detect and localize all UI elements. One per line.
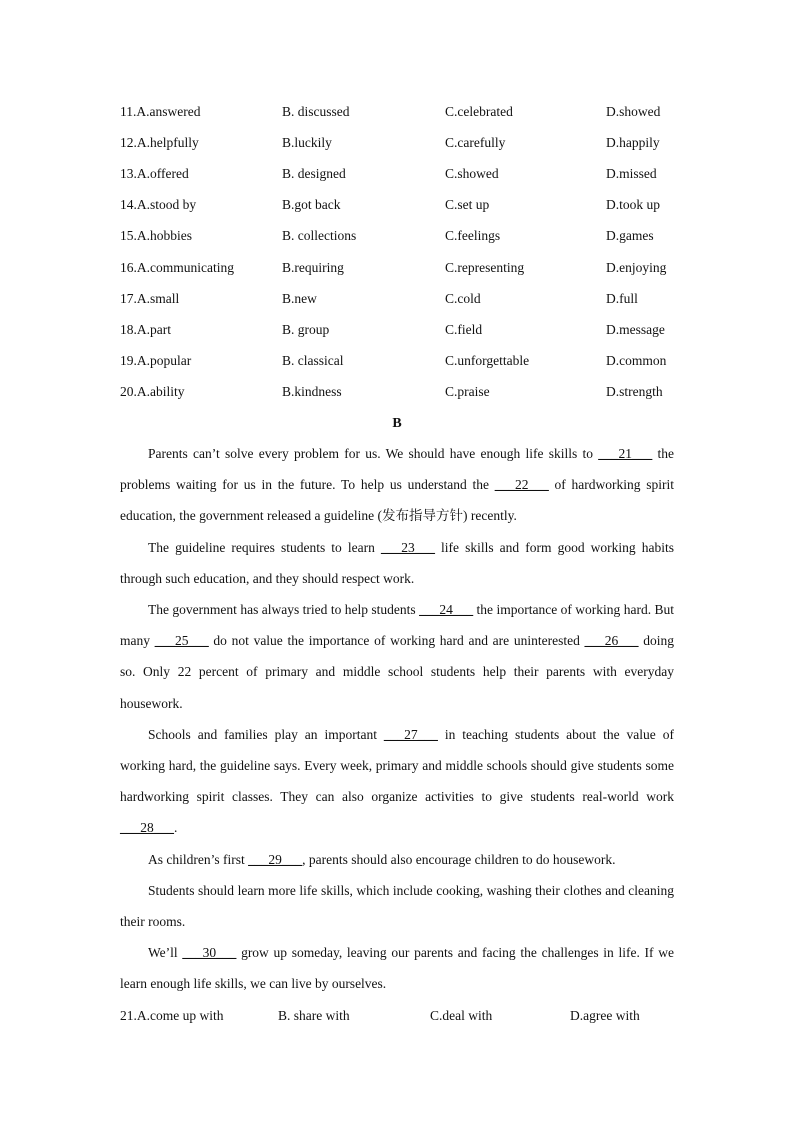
option-d: D.message	[606, 322, 665, 337]
text: the importance of working hard. But many	[120, 602, 674, 649]
question-13-options	[120, 166, 680, 186]
blank-24: ___24___	[419, 602, 474, 618]
question-12-options	[120, 135, 680, 155]
question-14-options	[120, 197, 680, 217]
text: The government has always tried to help students	[148, 602, 420, 618]
text: As children’s first	[148, 851, 249, 867]
question-11-options	[120, 104, 680, 124]
question-17-options	[120, 291, 680, 311]
question-15-options	[120, 228, 680, 248]
question-19-options	[120, 353, 680, 373]
option-c: C.unforgettable	[445, 353, 530, 368]
text: .	[174, 820, 178, 836]
option-b: B. group	[282, 322, 330, 337]
paragraph	[120, 438, 674, 532]
option-a: 21.A.come up with	[120, 1008, 224, 1023]
section-heading: B	[392, 416, 402, 431]
text: do not value the importance of working hard and are uninterested	[208, 633, 585, 649]
text: Students should learn more life skills, which include cooking, washing their clothes and cleaning their rooms.	[120, 882, 674, 930]
paragraph	[120, 532, 674, 594]
option-c: C.set up	[445, 197, 490, 212]
option-b: B. collections	[282, 228, 357, 243]
option-a: 17.A.small	[120, 291, 180, 306]
text: Parents can’t solve every problem for us. We should have enough life skills to	[148, 446, 599, 461]
blank-25: ___25___	[154, 633, 209, 649]
text: The guideline requires students to learn	[148, 539, 381, 555]
option-b: B.new	[282, 291, 317, 306]
option-d: D.showed	[606, 104, 661, 119]
paragraph	[120, 844, 674, 875]
text: We’ll	[148, 945, 183, 961]
option-a: 18.A.part	[120, 322, 171, 337]
text: life skills and form good working habits through such education, and they should respect work.	[120, 539, 674, 586]
paragraph	[120, 875, 674, 937]
option-a: 11.A.answered	[120, 104, 201, 119]
text: doing so. Only 22 percent of primary and middle school students help their parents with everyday housework.	[120, 633, 674, 711]
option-b: B. discussed	[282, 104, 350, 119]
question-18-options	[120, 322, 680, 342]
option-a: 12.A.helpfully	[120, 135, 199, 150]
option-c: C.showed	[445, 166, 499, 181]
blank-23: ___23___	[380, 539, 435, 555]
option-d: D.full	[606, 291, 638, 306]
option-d: D.strength	[606, 384, 663, 399]
blank-27: ___27___	[383, 726, 438, 742]
option-b: B.requiring	[282, 260, 344, 275]
option-a: 13.A.offered	[120, 166, 189, 181]
text: , parents should also encourage children to do housework.	[302, 851, 616, 867]
option-d: D.common	[606, 353, 667, 368]
text: grow up someday, leaving our parents and facing the challenges in life. If we learn enough life skills, we can live by ourselves.	[120, 945, 674, 992]
option-a: 20.A.ability	[120, 384, 185, 399]
blank-28: ___28___	[120, 820, 174, 836]
text: in teaching students about the value of working hard, the guideline says. Every week, primary and middle schools should give students some hardworking spirit classes. They can also organize activities to give students real-world work	[120, 726, 674, 805]
blank-26: ___26___	[584, 633, 639, 649]
blank-30: ___30___	[182, 945, 237, 961]
text: the problems waiting for us in the future. To help us understand the	[120, 446, 674, 493]
option-b: B. designed	[282, 166, 346, 181]
option-b: B. share with	[278, 1008, 350, 1023]
option-c: C.cold	[445, 291, 481, 306]
option-c: C.praise	[445, 384, 490, 399]
option-c: C.feelings	[445, 228, 501, 243]
option-c: C.deal with	[430, 1008, 493, 1023]
reading-passage	[120, 438, 674, 1000]
option-d: D.agree with	[570, 1008, 640, 1023]
question-20-options	[120, 384, 680, 404]
option-a: 14.A.stood by	[120, 197, 197, 212]
option-a: 19.A.popular	[120, 353, 192, 368]
option-b: B. classical	[282, 353, 344, 368]
option-b: B.kindness	[282, 384, 342, 399]
paragraph	[120, 937, 674, 999]
option-a: 15.A.hobbies	[120, 228, 192, 243]
option-d: D.missed	[606, 166, 657, 181]
option-b: B.luckily	[282, 135, 332, 150]
option-d: D.games	[606, 228, 654, 243]
option-a: 16.A.communicating	[120, 260, 234, 275]
option-c: C.field	[445, 322, 483, 337]
blank-29: ___29___	[248, 851, 303, 867]
option-d: D.happily	[606, 135, 660, 150]
paragraph	[120, 719, 674, 844]
blank-22: ___22___	[494, 477, 549, 493]
option-c: C.carefully	[445, 135, 506, 150]
option-d: D.took up	[606, 197, 660, 212]
option-c: C.celebrated	[445, 104, 513, 119]
question-16-options	[120, 260, 680, 280]
option-c: C.representing	[445, 260, 525, 275]
blank-21: ___21___	[598, 446, 653, 461]
paragraph	[120, 594, 674, 719]
option-d: D.enjoying	[606, 260, 667, 275]
text: Schools and families play an important	[148, 726, 384, 742]
question-21-options	[120, 1008, 680, 1028]
text: of hardworking spirit education, the government released a guideline (发布指导方针) recently.	[120, 477, 674, 524]
option-b: B.got back	[282, 197, 341, 212]
